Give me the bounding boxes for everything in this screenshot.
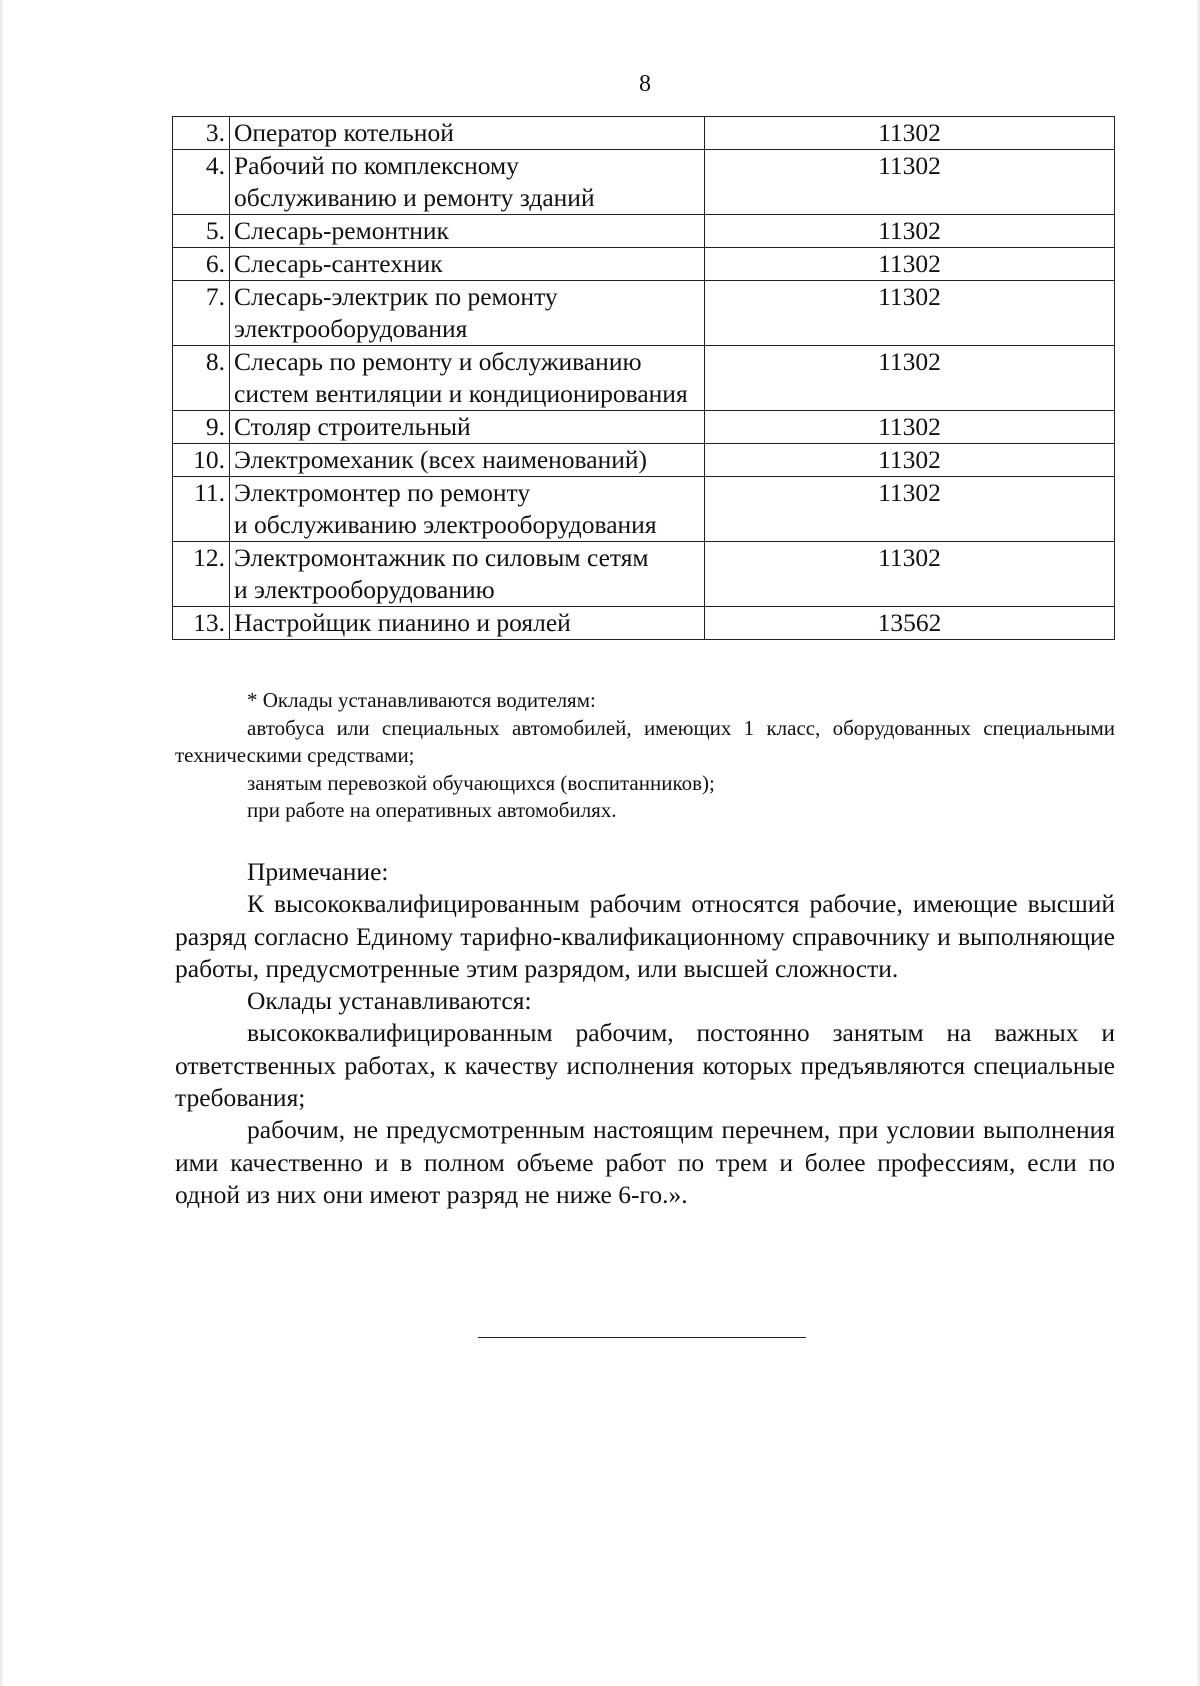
profession-name (230, 281, 705, 346)
profession-name-line: Слесарь по ремонту и обслуживанию (234, 347, 642, 376)
profession-name (230, 444, 705, 477)
footnote-item: занятым перевозкой обучающихся (воспитанников); (247, 770, 715, 795)
table-row (173, 117, 1115, 150)
profession-name (230, 215, 705, 248)
note-paragraph: высококвалифицированным рабочим, постоянно занятым на важных и ответственных работах, к качеству исполнения которых предъявляются специальные требования; (175, 1018, 1115, 1113)
row-number: 6. (173, 248, 230, 281)
row-number: 12. (173, 542, 230, 607)
profession-name-line: Электромонтажник по силовым сетям (234, 543, 649, 572)
table-row (173, 215, 1115, 248)
table-body (173, 117, 1115, 640)
profession-name (230, 542, 705, 607)
salary-code: 11302 (705, 411, 1115, 444)
table-row (173, 542, 1115, 607)
profession-name-line: обслуживанию и ремонту зданий (234, 183, 595, 212)
table-row (173, 281, 1115, 346)
note-paragraph: К высококвалифицированным рабочим относятся рабочие, имеющие высший разряд согласно Единому тарифно-квалификационному справочнику и выполняющие работы, предусмотренные этим разрядом, или высшей сложности. (175, 889, 1115, 983)
salary-code: 11302 (705, 215, 1115, 248)
profession-name-line: Электромеханик (всех наименований) (234, 445, 648, 474)
row-number: 5. (173, 215, 230, 248)
note-paragraph: рабочим, не предусмотренным настоящим перечнем, при условии выполнения ими качественно и в полном объеме работ по трем и более профессиям, если по одной из них они имеют разряд не ниже 6-го.». (175, 1115, 1115, 1209)
page-number: 8 (639, 71, 651, 97)
row-number: 10. (173, 444, 230, 477)
table-row (173, 444, 1115, 477)
footnote-heading: * Оклады устанавливаются водителям: (247, 688, 596, 712)
profession-name-line: Настройщик пианино и роялей (234, 608, 571, 637)
profession-name-line: электрооборудования (234, 314, 468, 343)
profession-name-line: Слесарь-ремонтник (234, 216, 449, 245)
profession-name (230, 477, 705, 542)
row-number: 9. (173, 411, 230, 444)
profession-name-line: Слесарь-электрик по ремонту (234, 282, 558, 311)
end-rule (478, 1337, 806, 1338)
table-row (173, 346, 1115, 411)
table-row (173, 607, 1115, 640)
table-row (173, 150, 1115, 215)
row-number: 4. (173, 150, 230, 215)
profession-name-line: и обслуживанию электрооборудования (234, 510, 657, 539)
profession-name-line: систем вентиляции и кондиционирования (234, 379, 688, 408)
salary-code: 11302 (705, 281, 1115, 346)
salary-code: 11302 (705, 117, 1115, 150)
salary-code: 11302 (705, 150, 1115, 215)
profession-name-line: и электрооборудованию (234, 575, 495, 604)
profession-name-line: Рабочий по комплексному (234, 151, 519, 180)
footnote (175, 687, 1115, 825)
note-title: Примечание: (247, 857, 389, 886)
salary-code: 11302 (705, 542, 1115, 607)
row-number: 7. (173, 281, 230, 346)
row-number: 3. (173, 117, 230, 150)
note-paragraph: Оклады устанавливаются: (247, 986, 532, 1016)
scan-edge-left (0, 0, 4, 1686)
salary-code: 11302 (705, 477, 1115, 542)
profession-name-line: Слесарь-сантехник (234, 249, 443, 278)
profession-name-line: Оператор котельной (234, 118, 454, 147)
profession-name (230, 411, 705, 444)
salary-code: 11302 (705, 444, 1115, 477)
row-number: 13. (173, 607, 230, 640)
profession-salary-table (172, 116, 1115, 640)
profession-name (230, 150, 705, 215)
profession-name-line: Электромонтер по ремонту (234, 478, 531, 507)
row-number: 8. (173, 346, 230, 411)
footnote-item: автобуса или специальных автомобилей, имеющих 1 класс, оборудованных специальными техническими средствами; (175, 715, 1115, 767)
salary-code: 11302 (705, 248, 1115, 281)
profession-name (230, 607, 705, 640)
profession-name (230, 248, 705, 281)
table-row (173, 477, 1115, 542)
profession-name (230, 117, 705, 150)
profession-name (230, 346, 705, 411)
profession-name-line: Столяр строительный (234, 412, 471, 441)
footnote-item: при работе на оперативных автомобилях. (247, 798, 617, 822)
salary-code: 13562 (705, 607, 1115, 640)
table-row (173, 411, 1115, 444)
row-number: 11. (173, 477, 230, 542)
table-row (173, 248, 1115, 281)
note-section (175, 856, 1115, 1211)
salary-code: 11302 (705, 346, 1115, 411)
scan-edge-right (1196, 0, 1200, 1686)
